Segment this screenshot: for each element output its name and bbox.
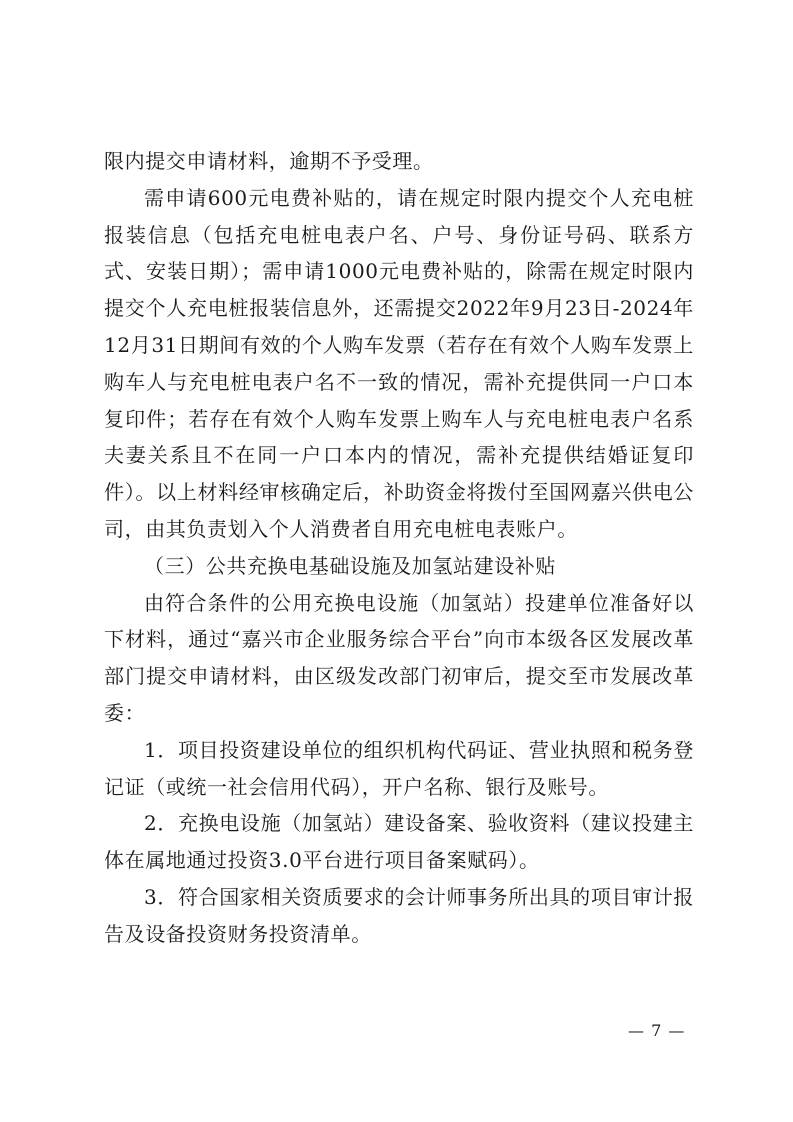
page-number: — 7 — [628,1021,686,1040]
list-item-2: 2．充换电设施（加氢站）建设备案、验收资料（建议投建主体在属地通过投资3.0平台进行项目备案赋码）。 [104,811,694,873]
list-item-3: 3．符合国家相关资质要求的会计师事务所出具的项目审计报告及设备投资财务投资清单。 [104,884,694,946]
paragraph-electricity-subsidy: 需申请600元电费补贴的，请在规定时限内提交个人充电桩报装信息（包括充电桩电表户名、户号、身份证号码、联系方式、安装日期）；需申请1000元电费补贴的，除需在规定时限内提交个人充电桩报装信息外，还需提交2022年9月23日-2024年12月31日期间有效的个人购车发票（若存在有效个人购车发票上购车人与充电桩电表户名不一致的情况，需补充提供同一户口本复印件；若存在有效个人购车发票上购车人与充电桩电表户名系夫妻关系且不在同一户口本内的情况，需补充提供结婚证复印件）。以上材料经审核确定后，补助资金将拨付至国网嘉兴供电公司，由其负责划入个人消费者自用充电桩电表账户。 [104,185,694,541]
section-heading-public-charging: （三）公共充换电基础设施及加氢站建设补贴 [144,553,556,578]
list-item-1: 1．项目投资建设单位的组织机构代码证、营业执照和税务登记证（或统一社会信用代码），开户名称、银行及账号。 [104,737,694,799]
paragraph-continuation: 限内提交申请材料，逾期不予受理。 [104,149,434,173]
document-body [104,143,694,953]
paragraph-application-procedure: 由符合条件的公用充换电设施（加氢站）投建单位准备好以下材料，通过“嘉兴市企业服务综合平台”向市本级各区发展改革部门提交申请材料，由区级发改部门初审后，提交至市发展改革委： [104,590,694,725]
